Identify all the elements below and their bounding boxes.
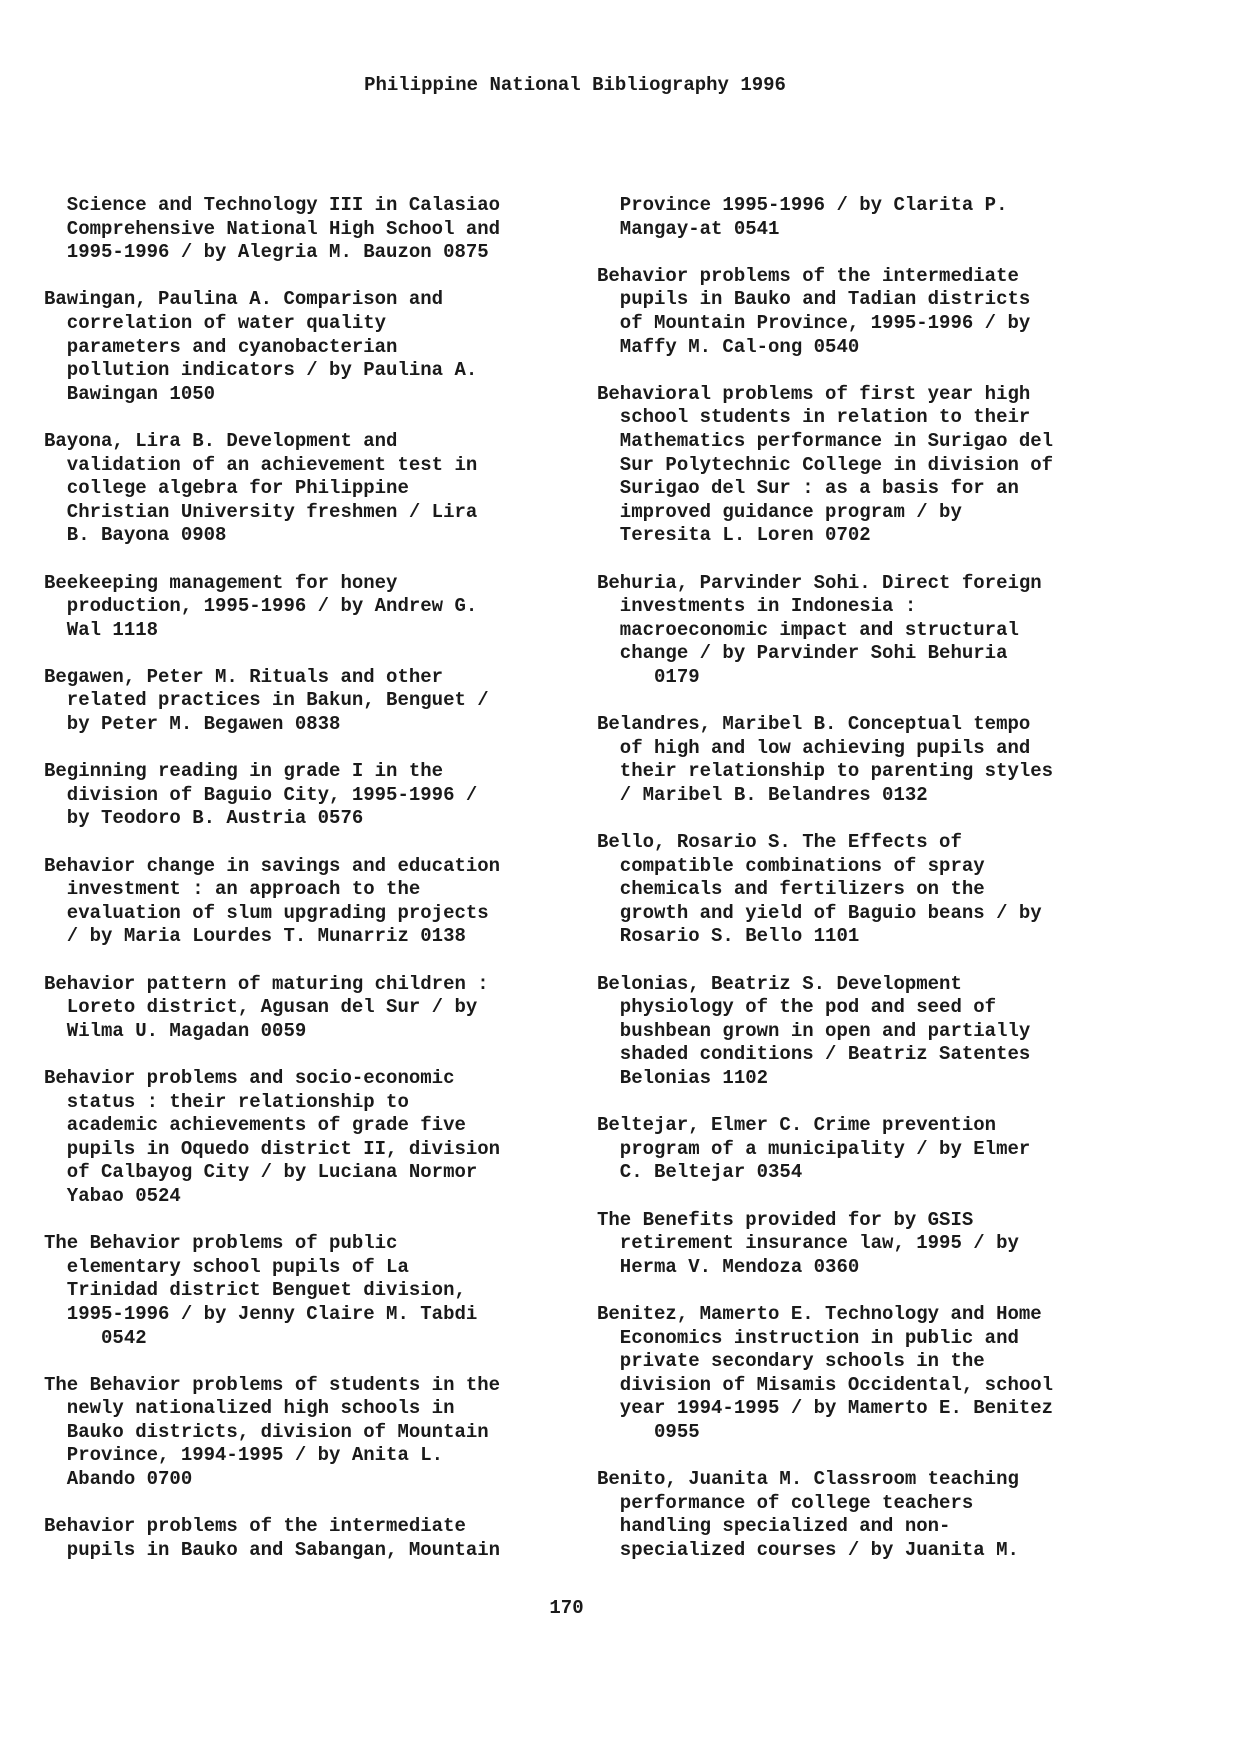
bibliography-entry: Behavior problems and socio-economic status : their relationship to academic achievements of grade five pupils in Oquedo district II, division of Calbayog City / by Luciana Normor Yabao 0524	[44, 1066, 501, 1207]
bibliography-entry: Province 1995-1996 / by Clarita P. Mangay-at 0541	[619, 194, 1008, 240]
bibliography-entry: Benito, Juanita M. Classroom teaching performance of college teachers handling specialized and non- specialized courses / by Juanita M.	[597, 1468, 1019, 1561]
right-column	[597, 194, 1137, 1586]
bibliography-entry: Begawen, Peter M. Rituals and other related practices in Bakun, Benguet / by Peter M. Begawen 0838	[44, 665, 489, 736]
bibliography-entry: Behavioral problems of first year high school students in relation to their Mathematics performance in Surigao del Sur Polytechnic College in division of Surigao del Sur : as a basis for an improved guidance program / by Teresita L. Loren 0702	[597, 382, 1054, 547]
running-title: Philippine National Bibliography 1996	[364, 74, 786, 96]
bibliography-entry: Behavior change in savings and education investment : an approach to the evaluation of slum upgrading projects / by Maria Lourdes T. Munarriz 0138	[44, 854, 501, 948]
bibliography-entry: Benitez, Mamerto E. Technology and Home Economics instruction in public and private secondary schools in the division of Misamis Occidental, school year 1994-1995 / by Mamerto E. Benitez 0955	[597, 1302, 1054, 1443]
bibliography-entry: Behuria, Parvinder Sohi. Direct foreign investments in Indonesia : macroeconomic impact and structural change / by Parvinder Sohi Behuria 0179	[597, 571, 1042, 688]
bibliography-entry: Beekeeping management for honey production, 1995-1996 / by Andrew G. Wal 1118	[44, 571, 478, 641]
bibliography-entry: The Behavior problems of students in the newly nationalized high schools in Bauko districts, division of Mountain Province, 1994-1995 / by Anita L. Abando 0700	[44, 1373, 501, 1491]
bibliography-entry: Belandres, Maribel B. Conceptual tempo of high and low achieving pupils and their relationship to parenting styles / Maribel B. Belandres 0132	[597, 713, 1054, 806]
bibliography-entry: Behavior problems of the intermediate pupils in Bauko and Sabangan, Mountain	[44, 1515, 501, 1561]
bibliography-entry: Bawingan, Paulina A. Comparison and correlation of water quality parameters and cyanobacterian pollution indicators / by Paulina A. Bawingan 1050	[44, 288, 478, 405]
bibliography-entry: Beltejar, Elmer C. Crime prevention program of a municipality / by Elmer C. Beltejar 0354	[597, 1114, 1031, 1184]
bibliography-entry: Behavior pattern of maturing children : Loreto district, Agusan del Sur / by Wilma U. Magadan 0059	[44, 972, 489, 1042]
bibliography-entry: Beginning reading in grade I in the division of Baguio City, 1995-1996 / by Teodoro B. Austria 0576	[44, 760, 478, 830]
bibliography-entry: The Behavior problems of public elementary school pupils of La Trinidad district Benguet division, 1995-1996 / by Jenny Claire M. Tabdi 0542	[44, 1232, 478, 1349]
page-number: 170	[549, 1597, 584, 1619]
bibliography-entry: Bayona, Lira B. Development and validation of an achievement test in college algebra for Philippine Christian University freshmen / Lira B. Bayona 0908	[44, 429, 478, 547]
bibliography-entry: Belonias, Beatriz S. Development physiology of the pod and seed of bushbean grown in open and partially shaded conditions / Beatriz Satentes Belonias 1102	[597, 972, 1031, 1089]
bibliography-entry: The Benefits provided for by GSIS retirement insurance law, 1995 / by Herma V. Mendoza 0360	[597, 1208, 1019, 1278]
left-column	[44, 194, 584, 1586]
bibliography-entry: Bello, Rosario S. The Effects of compatible combinations of spray chemicals and fertilizers on the growth and yield of Baguio beans / by Rosario S. Bello 1101	[597, 831, 1042, 948]
bibliography-entry: Science and Technology III in Calasiao Comprehensive National High School and 1995-1996 / by Alegria M. Bauzon 0875	[66, 194, 501, 264]
bibliography-entry: Behavior problems of the intermediate pupils in Bauko and Tadian districts of Mountain Province, 1995-1996 / by Maffy M. Cal-ong 0540	[597, 264, 1031, 358]
